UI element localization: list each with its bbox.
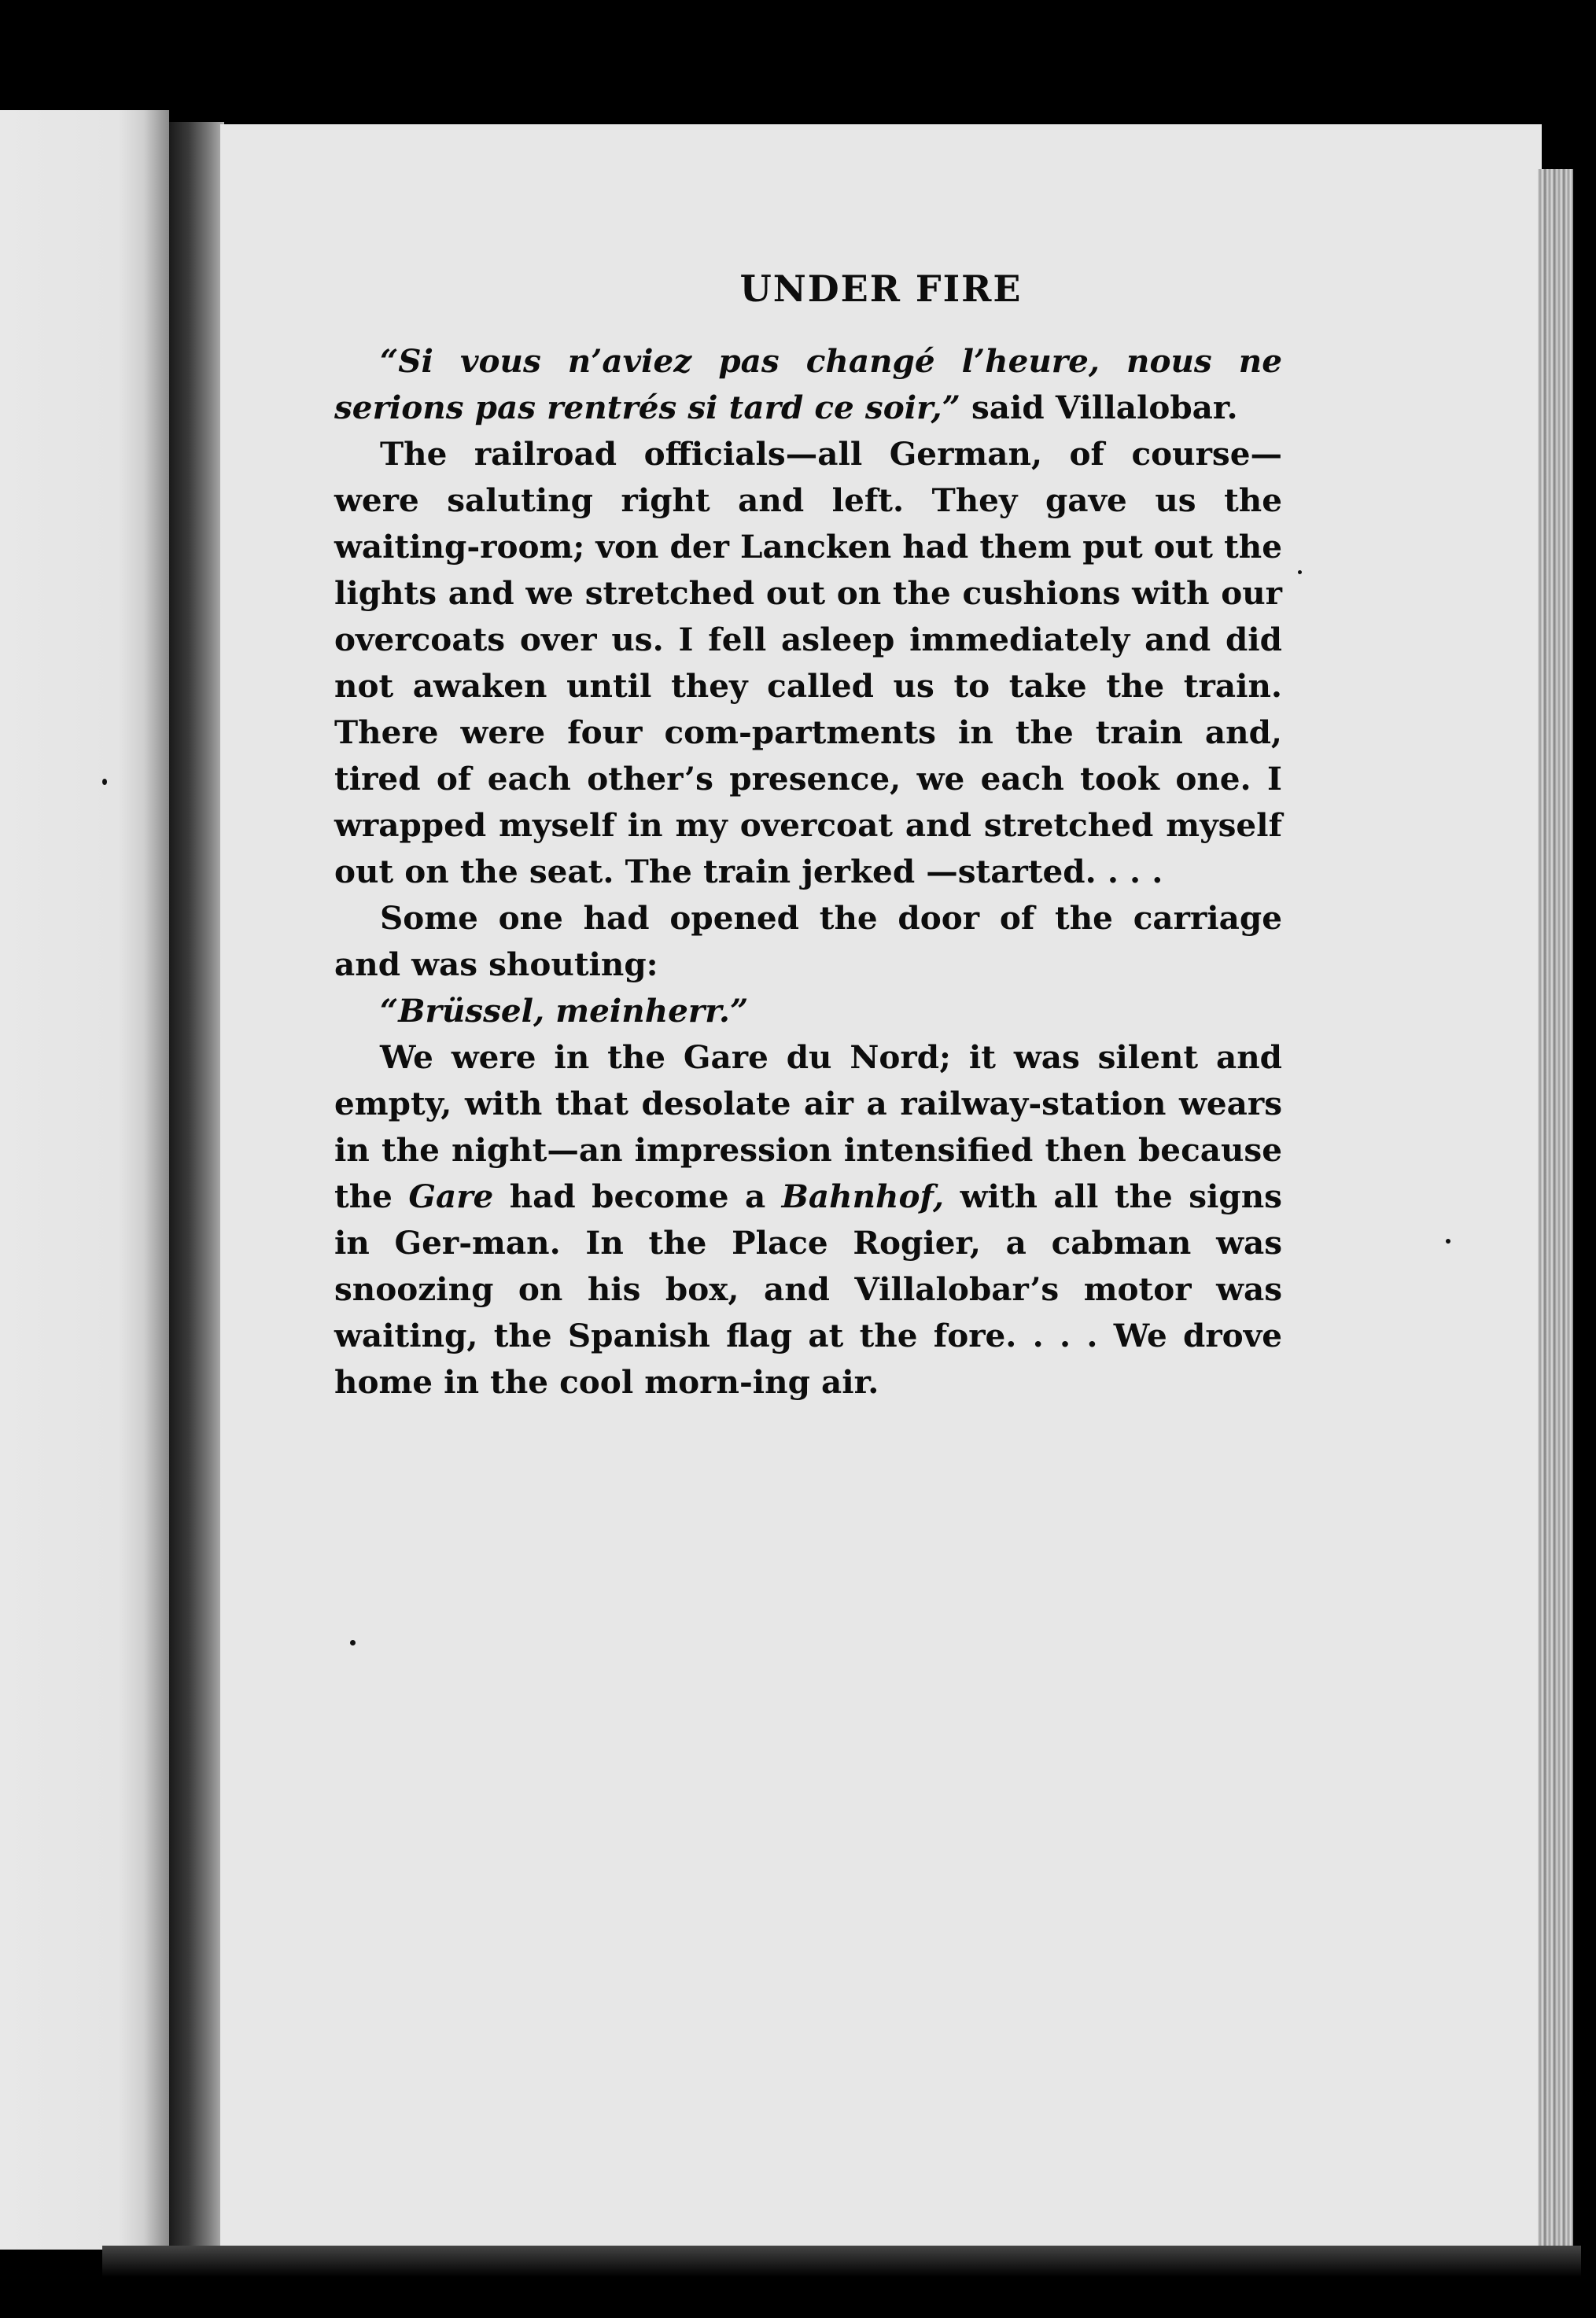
body-text	[334, 338, 1282, 1406]
paragraph-5	[334, 1034, 1282, 1406]
italic-gare: Gare	[408, 1177, 494, 1215]
book-gutter	[169, 122, 224, 2246]
page-edge-stack	[1538, 169, 1573, 2246]
speck	[102, 779, 107, 785]
paragraph-5-text-b: had become a	[493, 1177, 782, 1215]
running-head: UNDER FIRE	[739, 267, 1023, 310]
paragraph-3: Some one had opened the door of the carriage and was shouting:	[334, 899, 1282, 983]
speck	[1446, 1239, 1450, 1244]
left-page-edge	[0, 110, 169, 2250]
paragraph-5-text-a: We were in the Gare du Nord; it was silent and empty, with that desolate air a railway-station wears in the night—an impression intensified then because the	[334, 1038, 1282, 1215]
paragraph-2: The railroad officials—all German, of course—were saluting right and left. They gave us the waiting-room; von der Lancken had them put out the lights and we stretched out on the cushions with our overcoats over us. I fell asleep immediately and did not awaken until they called us to take the train. There were four com-partments in the train and, tired of each other’s presence, we each took one. I wrapped myself in my overcoat and stretched myself out on the seat. The train jerked —started. . . .	[334, 435, 1282, 890]
french-quote: “Si vous n’aviez pas changé l’heure, nous ne serions pas rentrés si tard ce soir,”	[334, 342, 1282, 426]
paragraph-5-text-c: with all the signs in Ger-man. In the Place Rogier, a cabman was snoozing on his box, and Villalobar’s motor was waiting, the Spanish flag at the fore. . . . We drove home in the cool morn-ing air.	[334, 1177, 1282, 1401]
german-quote: “Brüssel, meinherr.”	[380, 992, 749, 1030]
paragraph-1-rest: said Villalobar.	[960, 389, 1238, 426]
paragraph-1	[334, 338, 1282, 431]
speck	[1298, 570, 1302, 574]
bottom-shadow	[102, 2246, 1581, 2277]
paragraph-4	[334, 988, 1282, 1034]
italic-bahnhof: Bahnhof,	[781, 1177, 945, 1215]
speck	[350, 1640, 356, 1645]
